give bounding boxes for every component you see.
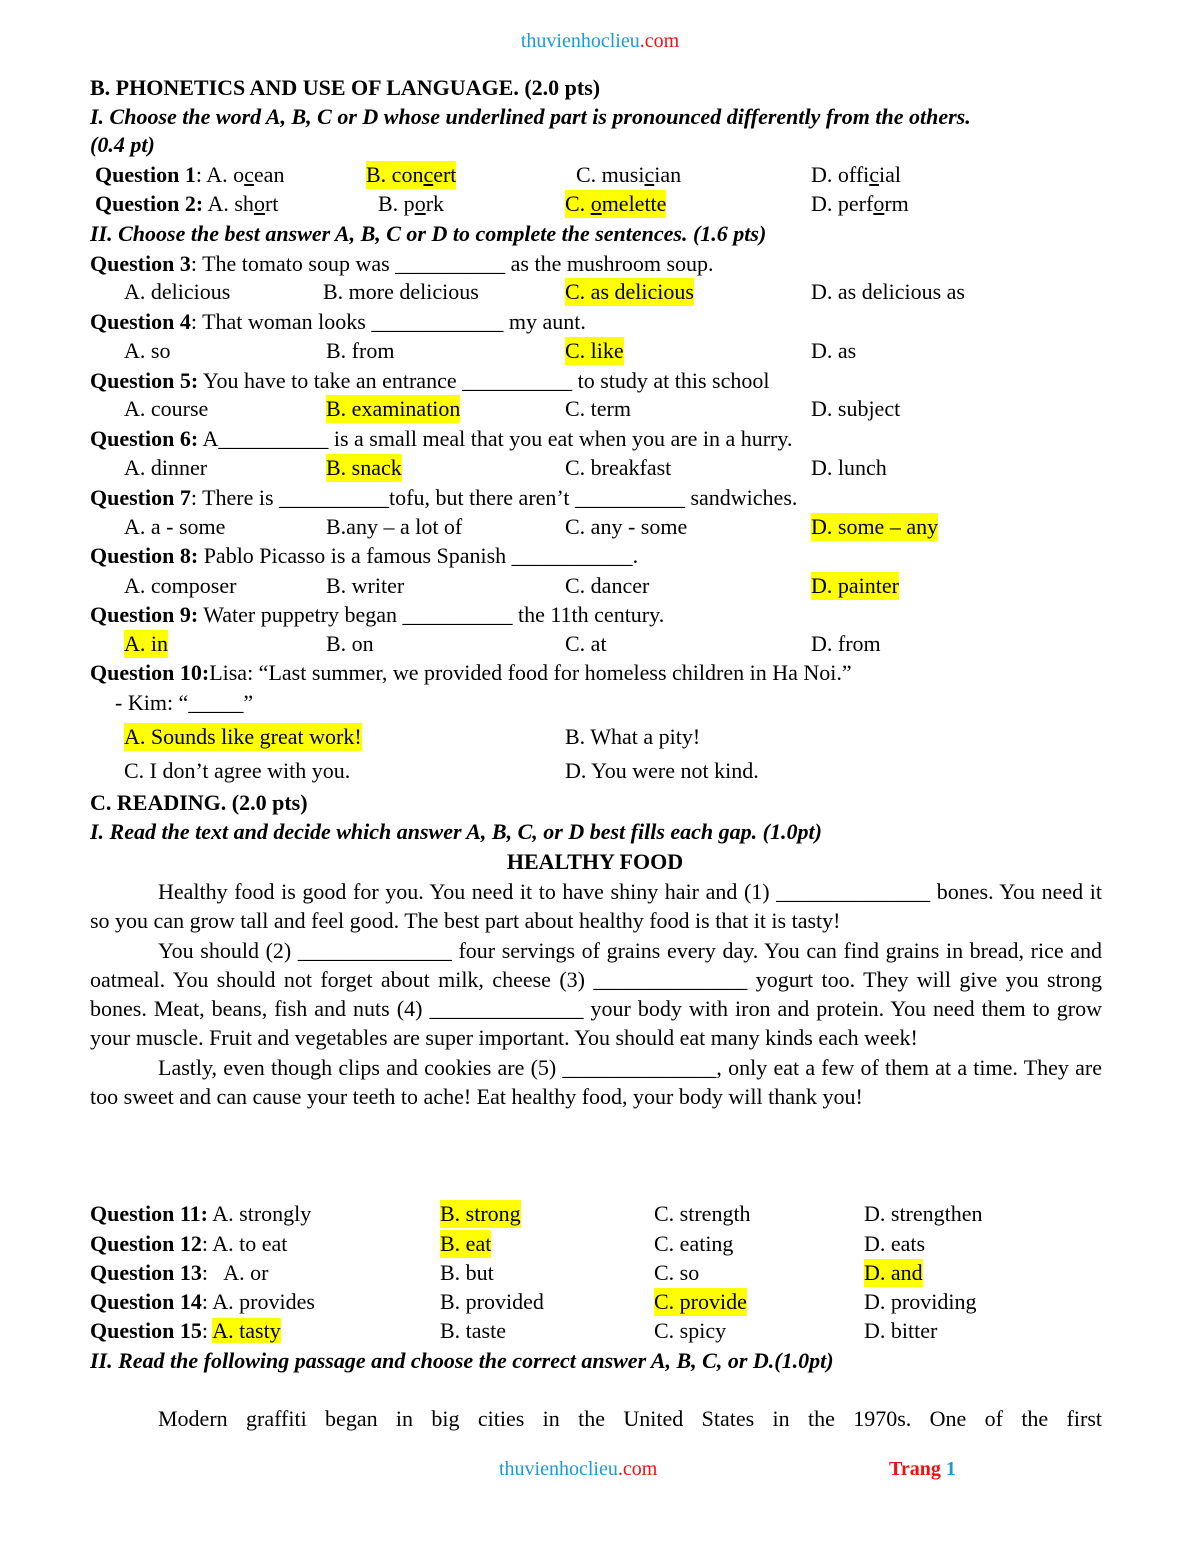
- option-answer: C. like: [565, 338, 624, 363]
- option: C. dancer: [565, 573, 650, 598]
- option: D. strengthen: [864, 1201, 983, 1226]
- page-number: Trang 1: [889, 1458, 956, 1480]
- section-b-title: B. PHONETICS AND USE OF LANGUAGE. (2.0 pts): [90, 75, 601, 100]
- option: D. official: [811, 162, 902, 187]
- question-9: Question 9: Water puppetry began __________ the 11th century.: [90, 602, 665, 627]
- option: D. providing: [864, 1289, 977, 1314]
- option: C. spicy: [654, 1318, 727, 1343]
- question-13: Question 13: A. or: [90, 1260, 269, 1285]
- option: A. course: [124, 396, 209, 421]
- option-answer: C. omelette: [565, 191, 667, 216]
- question-4: Question 4: That woman looks ____________ my aunt.: [90, 309, 586, 334]
- passage-paragraph: Healthy food is good for you. You need it to have shiny hair and (1) ______________ bones. You need it so you can grow tall and feel good. The best part about healthy food is that it is tasty!: [90, 879, 1102, 934]
- option-answer: B. eat: [440, 1231, 492, 1256]
- option: D. as: [811, 338, 857, 363]
- option: B. pork: [378, 191, 445, 216]
- question-10: Question 10:Lisa: “Last summer, we provided food for homeless children in Ha Noi.”: [90, 660, 852, 685]
- option-answer: C. provide: [654, 1289, 747, 1314]
- option-answer: D. some – any: [811, 514, 939, 539]
- page-header: [0, 30, 1200, 53]
- option: D. perform: [811, 191, 909, 216]
- option: C. eating: [654, 1231, 734, 1256]
- reading-part-i-instruction: I. Read the text and decide which answer A, B, C, or D best fills each gap. (1.0pt): [90, 819, 822, 844]
- option: B.any – a lot of: [326, 514, 463, 539]
- question-15: Question 15: A. tasty: [90, 1318, 281, 1343]
- footer-site-domain[interactable]: .com: [617, 1458, 658, 1480]
- passage-paragraph: Lastly, even though clips and cookies are (5) ______________, only eat a few of them at a time. They are too sweet and can cause your teeth to ache! Eat healthy food, your body will thank you!: [90, 1054, 1102, 1110]
- option: A. dinner: [124, 455, 208, 480]
- option: A. a - some: [124, 514, 226, 539]
- option-answer: A. Sounds like great work!: [124, 724, 362, 749]
- option-answer: D. painter: [811, 573, 899, 598]
- option: B. writer: [326, 573, 405, 598]
- section-c-title: C. READING. (2.0 pts): [90, 790, 308, 815]
- option: B. from: [326, 338, 395, 363]
- part-i-points: (0.4 pt): [90, 132, 155, 157]
- part-i-instruction: I. Choose the word A, B, C or D whose underlined part is pronounced differently from the others.: [90, 104, 971, 129]
- question-10-kim: - Kim: “_____”: [115, 690, 254, 715]
- option: C. strength: [654, 1201, 751, 1226]
- option: D. lunch: [811, 455, 887, 480]
- option-answer: B. concert: [366, 162, 457, 187]
- question-label: Question 1: [95, 162, 196, 187]
- option: C. at: [565, 631, 607, 656]
- passage-healthy-food: [90, 877, 1102, 1111]
- site-domain[interactable]: .com: [639, 30, 680, 52]
- question-2: Question 2: A. short: [95, 191, 279, 216]
- option: D. subject: [811, 396, 901, 421]
- option: B. taste: [440, 1318, 506, 1343]
- question-8: Question 8: Pablo Picasso is a famous Spanish ___________.: [90, 543, 639, 568]
- option-answer: B. strong: [440, 1201, 521, 1226]
- passage-paragraph: You should (2) ______________ four servings of grains every day. You can find grains in bread, rice and oatmeal. You should not forget about milk, cheese (3) ______________ yogurt too. They will give you strong bones. Meat, beans, fish and nuts (4) ______________ your body with iron and protein. You need them to grow your muscle. Fruit and vegetables are super important. You should eat many kinds each week!: [90, 937, 1102, 1051]
- option: A. delicious: [124, 279, 231, 304]
- passage-paragraph: Modern graffiti began in big cities in the United States in the 1970s. One of the first: [158, 1406, 1102, 1431]
- option: B. but: [440, 1260, 494, 1285]
- option: C. breakfast: [565, 455, 672, 480]
- option: D. from: [811, 631, 881, 656]
- site-name[interactable]: thuvienhoclieu: [520, 30, 640, 52]
- passage-title: HEALTHY FOOD: [506, 849, 684, 874]
- question-11: Question 11: A. strongly: [90, 1201, 312, 1226]
- option-answer: D. and: [864, 1260, 923, 1285]
- passage-graffiti: [90, 1404, 1102, 1433]
- option: B. What a pity!: [565, 724, 701, 749]
- question-7: Question 7: There is __________tofu, but there aren’t __________ sandwiches.: [90, 485, 798, 510]
- option-answer: A. in: [124, 631, 168, 656]
- option: D. as delicious as: [811, 279, 965, 304]
- option: B. provided: [440, 1289, 544, 1314]
- part-ii-instruction: II. Choose the best answer A, B, C or D to complete the sentences. (1.6 pts): [90, 221, 767, 246]
- question-1: Question 1: A. ocean: [95, 162, 285, 187]
- option: C. I don’t agree with you.: [124, 758, 351, 783]
- question-6: Question 6: A__________ is a small meal that you eat when you are in a hurry.: [90, 426, 793, 451]
- option: B. on: [326, 631, 374, 656]
- option: D. You were not kind.: [565, 758, 759, 783]
- question-12: Question 12: A. to eat: [90, 1231, 288, 1256]
- footer-site: [499, 1458, 657, 1481]
- option: D. bitter: [864, 1318, 938, 1343]
- option: C. musician: [576, 162, 682, 187]
- footer-site-name[interactable]: thuvienhoclieu: [499, 1458, 618, 1480]
- option: C. any - some: [565, 514, 688, 539]
- question-14: Question 14: A. provides: [90, 1289, 315, 1314]
- option-answer: A. tasty: [212, 1318, 281, 1343]
- option: D. eats: [864, 1231, 926, 1256]
- option-answer: B. examination: [326, 396, 461, 421]
- option: A. composer: [124, 573, 237, 598]
- reading-part-ii-instruction: II. Read the following passage and choose the correct answer A, B, C, or D.(1.0pt): [90, 1348, 834, 1373]
- option-answer: B. snack: [326, 455, 402, 480]
- option: C. term: [565, 396, 631, 421]
- question-5: Question 5: You have to take an entrance __________ to study at this school: [90, 368, 770, 393]
- question-3: Question 3: The tomato soup was __________ as the mushroom soup.: [90, 251, 714, 276]
- option: C. so: [654, 1260, 700, 1285]
- option-answer: C. as delicious: [565, 279, 694, 304]
- option: A. so: [124, 338, 171, 363]
- option: B. more delicious: [323, 279, 479, 304]
